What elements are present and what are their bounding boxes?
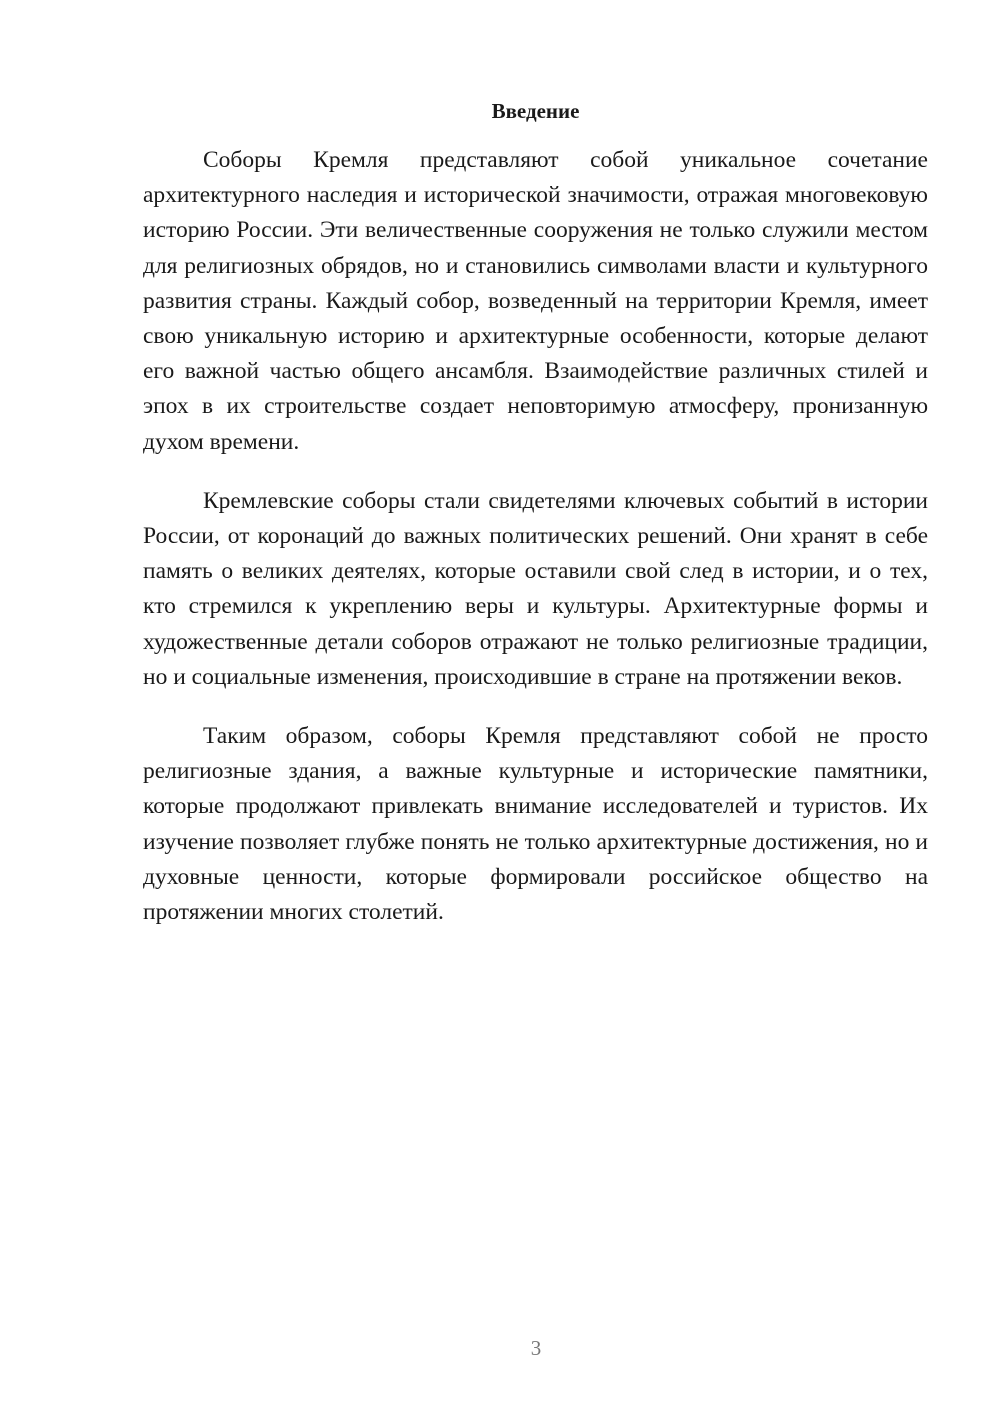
paragraph-3: Таким образом, соборы Кремля представляют собой не просто религиозные здания, а важные культурные и исторические памятники, которые продолжают привлекать внимание исследователей и туристов. Их изучение позволяет глубже понять не только архитектурные достижения, но и духовные ценности, которые формировали российское общество на протяжении многих столетий. xyxy=(143,723,928,926)
document-body xyxy=(143,143,928,954)
page-number: 3 xyxy=(530,1336,542,1360)
page-title: Введение xyxy=(491,99,580,123)
paragraph-2: Кремлевские соборы стали свидетелями ключевых событий в истории России, от коронаций до важных политических решений. Они хранят в себе память о великих деятелях, которые оставили свой след в истории, и о тех, кто стремился к укреплению веры и культуры. Архитектурные формы и художественные детали соборов отражают не только религиозные традиции, но и социальные изменения, происходившие в стране на протяжении веков. xyxy=(143,487,928,690)
paragraph-1: Соборы Кремля представляют собой уникальное сочетание архитектурного наследия и исторической значимости, отражая многовековую историю России. Эти величественные сооружения не только служили местом для религиозных обрядов, но и становились символами власти и культурного развития страны. Каждый собор, возведенный на территории Кремля, имеет свою уникальную историю и архитектурные особенности, которые делают его важной частью общего ансамбля. Взаимодействие различных стилей и эпох в их строительстве создает неповторимую атмосферу, пронизанную духом времени. xyxy=(143,147,928,455)
